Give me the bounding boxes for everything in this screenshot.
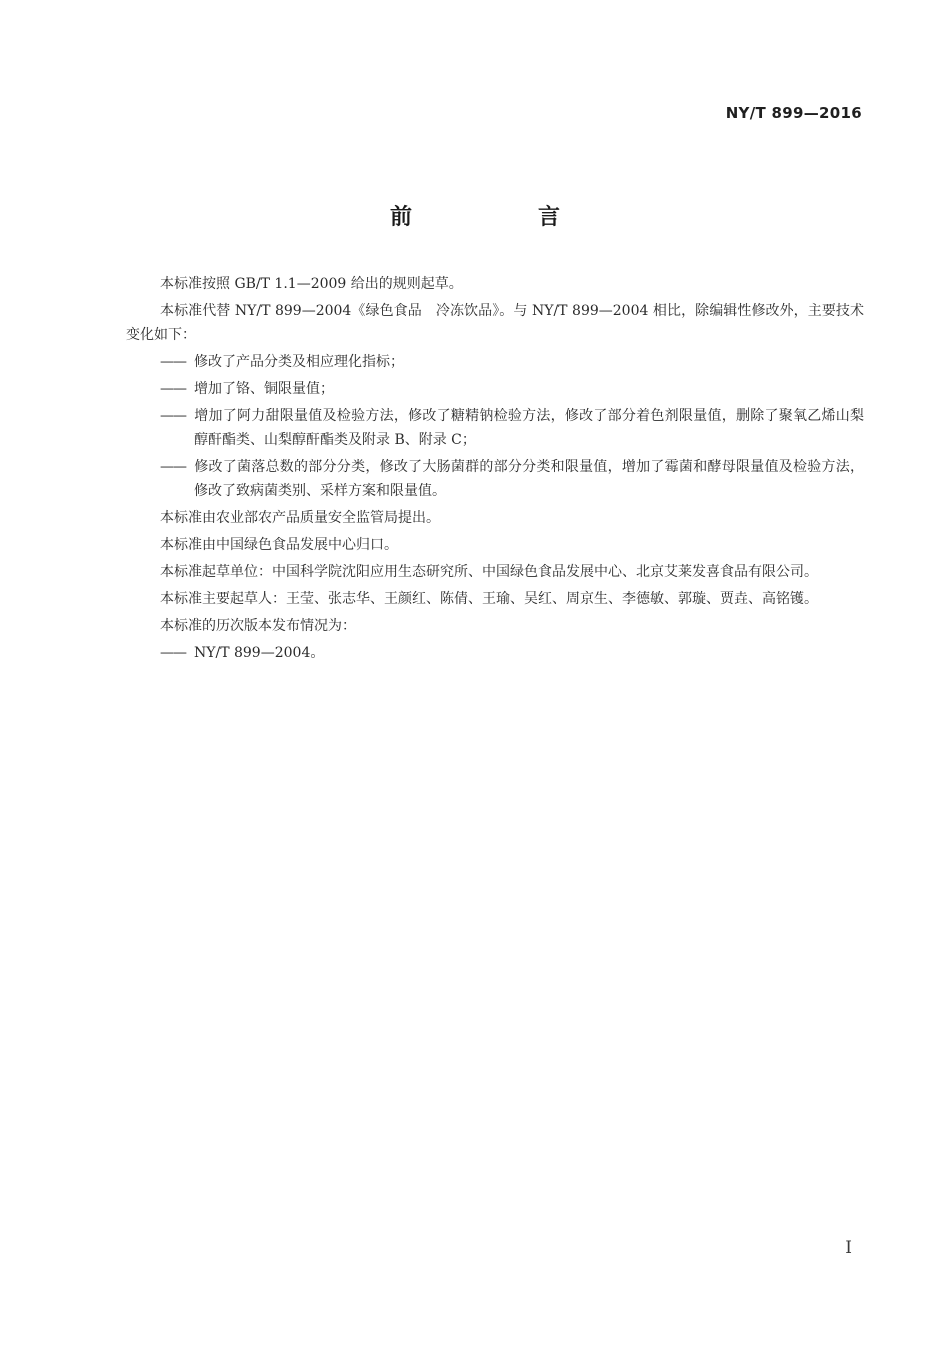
dash-symbol: ——	[160, 381, 186, 397]
dash-symbol: ——	[160, 459, 186, 475]
dash-symbol: ——	[160, 354, 186, 370]
change-item-text: 修改了菌落总数的部分分类，修改了大肠菌群的部分分类和限量值，增加了霉菌和酵母限量值及检验方法，修改了致病菌类别、采样方案和限量值。	[194, 459, 864, 499]
change-item	[160, 377, 864, 401]
paragraph-replaces: 本标准代替 NY/T 899—2004《绿色食品 冷冻饮品》。与 NY/T 899—2004 相比，除编辑性修改外，主要技术变化如下：	[126, 303, 864, 343]
paragraph-proposed-by: 本标准由农业部农产品质量安全监管局提出。	[160, 510, 440, 526]
standard-code-header: NY/T 899—2016	[725, 104, 862, 122]
paragraph-centralized-by: 本标准由中国绿色食品发展中心归口。	[160, 537, 398, 553]
paragraph-drafting-rules: 本标准按照 GB/T 1.1—2009 给出的规则起草。	[160, 276, 463, 292]
paragraph-drafters: 本标准主要起草人：王莹、张志华、王颜红、陈倩、王瑜、吴红、周京生、李德敏、郭璇、贾垚、高铭镬。	[160, 591, 818, 607]
change-item-text: 增加了阿力甜限量值及检验方法，修改了糖精钠检验方法，修改了部分着色剂限量值，删除了聚氧乙烯山梨醇酐酯类、山梨醇酐酯类及附录 B、附录 C；	[194, 408, 864, 448]
foreword-body	[126, 272, 864, 668]
history-item-text: NY/T 899—2004。	[194, 645, 325, 661]
paragraph-history-intro: 本标准的历次版本发布情况为：	[160, 618, 356, 634]
paragraph-drafting-units: 本标准起草单位：中国科学院沈阳应用生态研究所、中国绿色食品发展中心、北京艾莱发喜食品有限公司。	[160, 564, 818, 580]
change-item-text: 修改了产品分类及相应理化指标；	[194, 354, 404, 370]
change-item	[160, 404, 864, 452]
dash-symbol: ——	[160, 408, 186, 424]
dash-symbol: ——	[160, 645, 186, 661]
page-number: I	[845, 1238, 852, 1258]
page-title: 前 言	[389, 205, 612, 230]
change-item	[160, 455, 864, 503]
change-item-text: 增加了铬、铜限量值；	[194, 381, 334, 397]
history-item	[160, 641, 864, 665]
change-item	[160, 350, 864, 374]
